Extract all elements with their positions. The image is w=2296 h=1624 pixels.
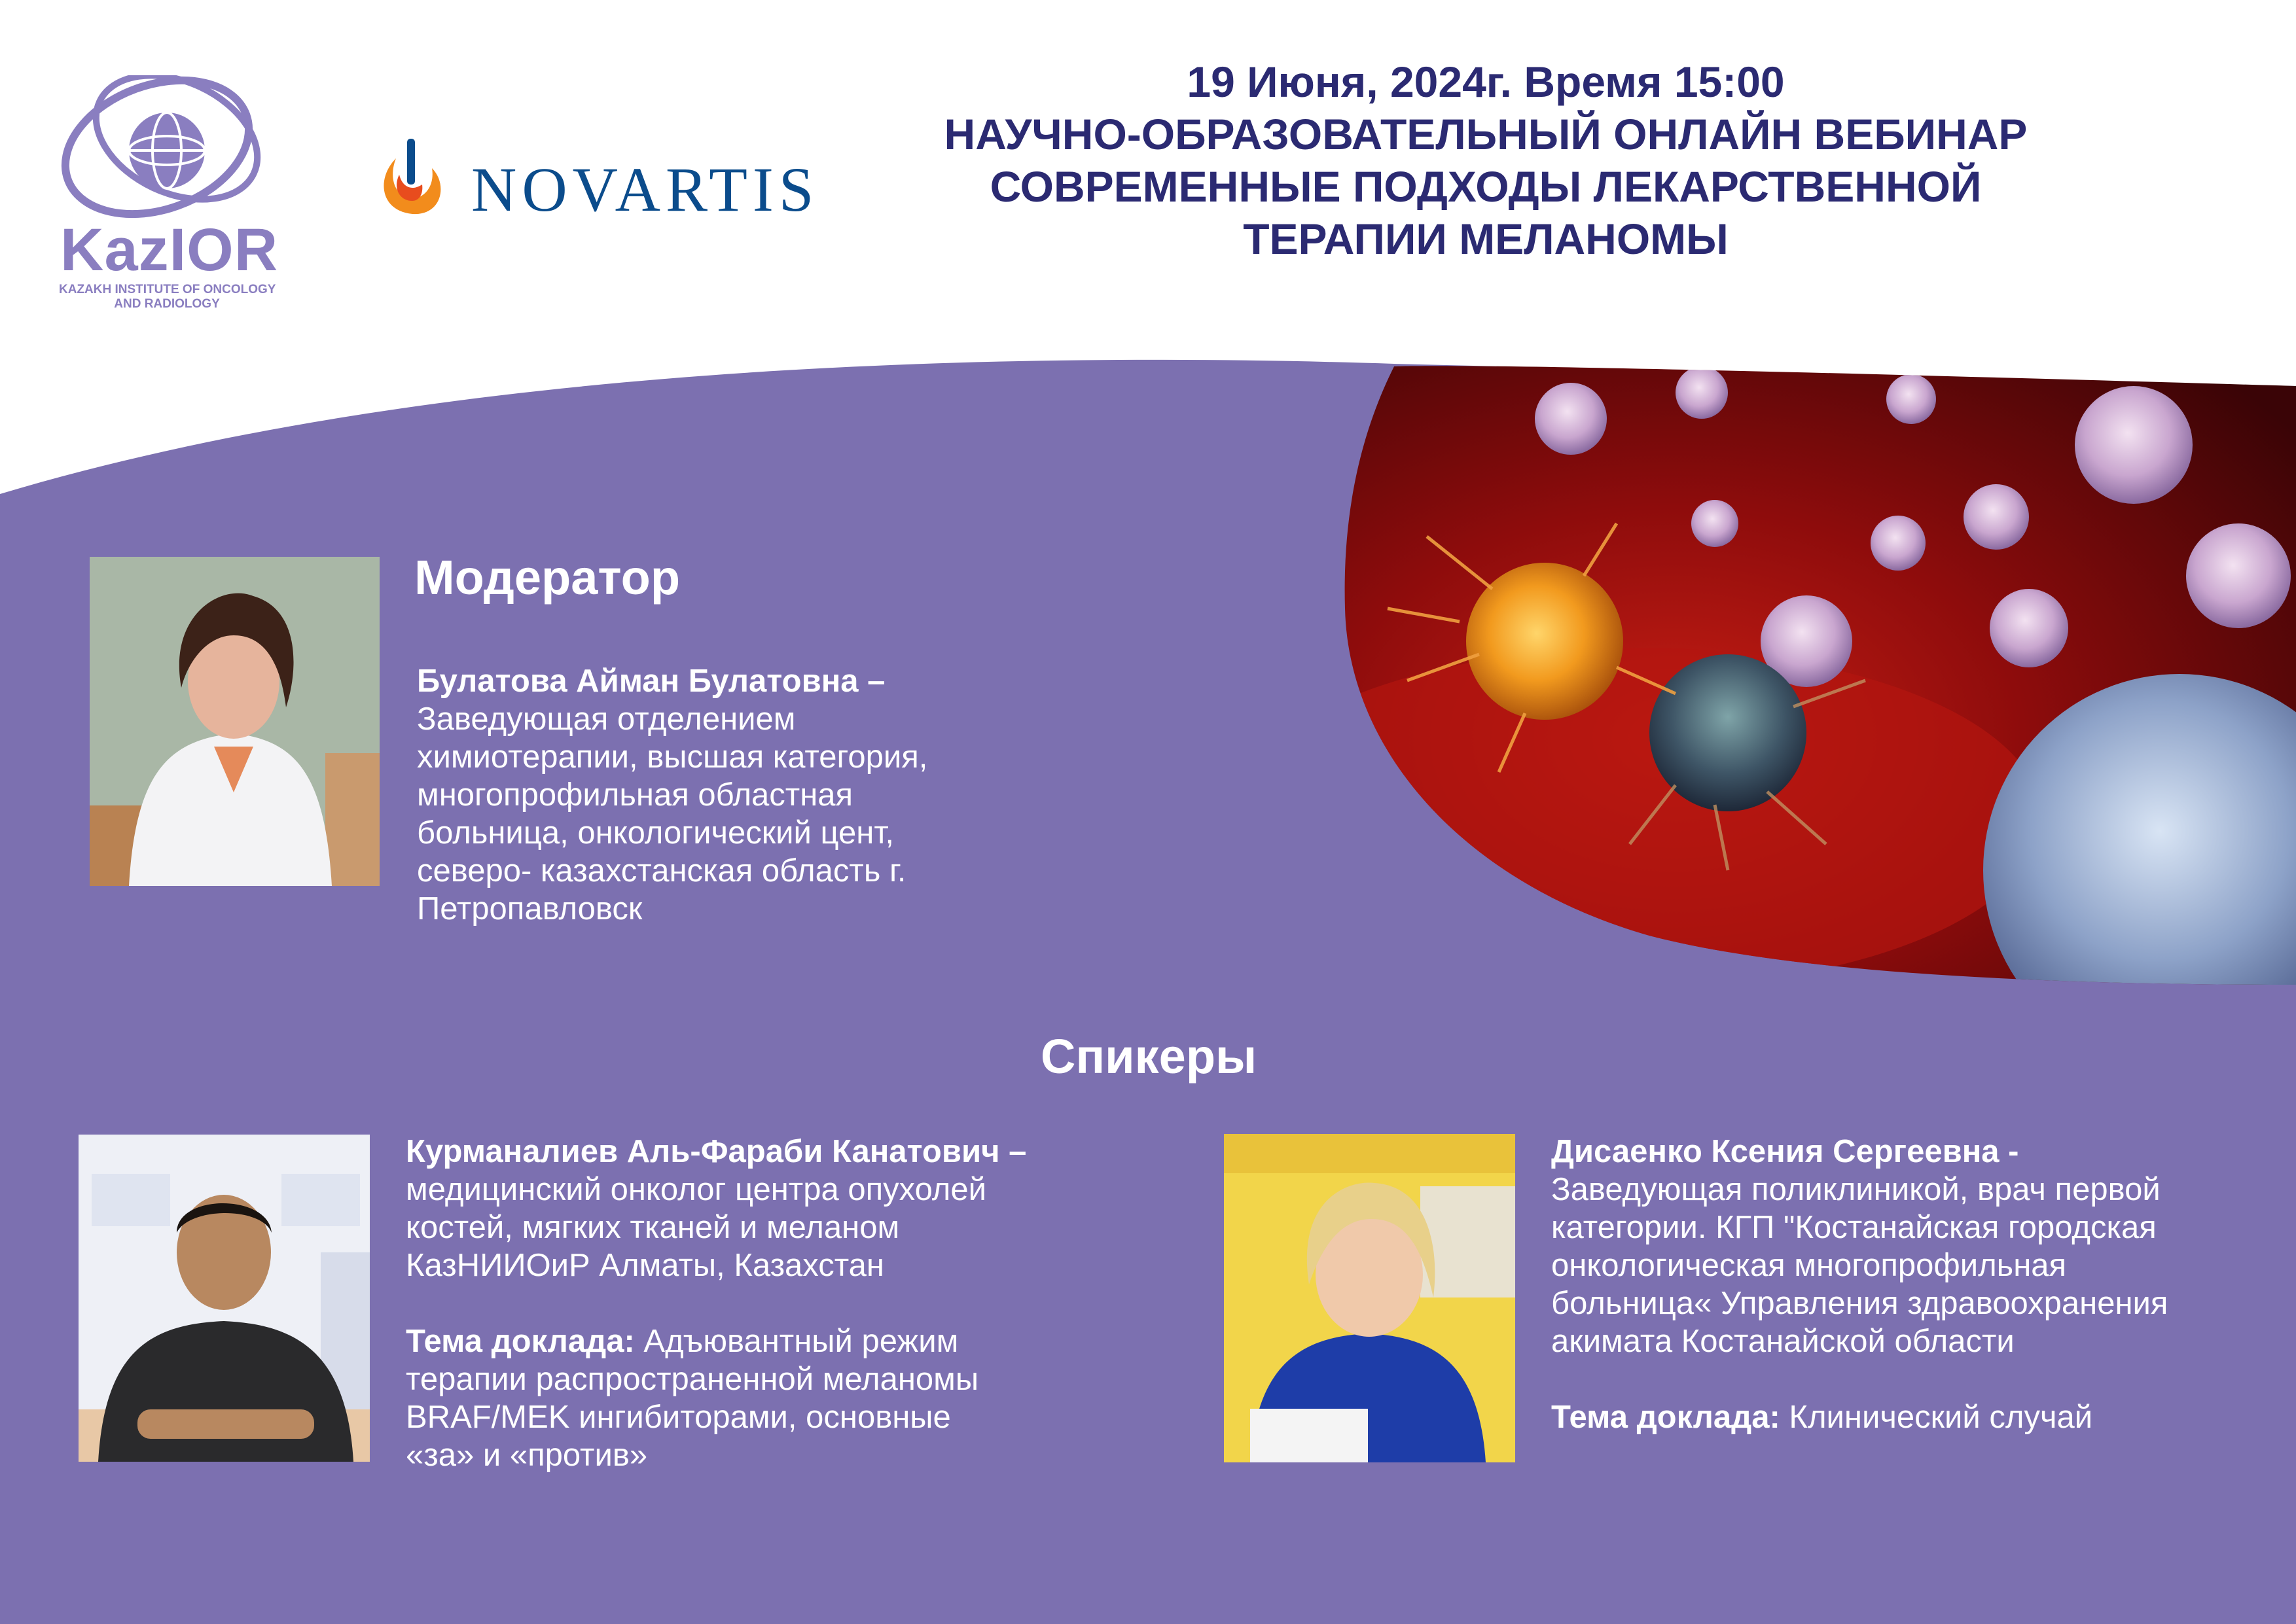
event-title-line1: НАУЧНО-ОБРАЗОВАТЕЛЬНЫЙ ОНЛАЙН ВЕБИНАР — [944, 110, 2028, 158]
speaker1-bio-line: медицинский онколог центра опухолей — [406, 1172, 986, 1207]
speaker1-topic — [406, 1322, 1026, 1360]
speaker2-bio — [1551, 1133, 2168, 1436]
moderator-bio-line: химиотерапии, высшая категория, — [417, 739, 928, 775]
moderator-title: Модератор — [414, 550, 681, 605]
speaker1-photo — [79, 1135, 370, 1462]
kazior-subtitle-line2: AND RADIOLOGY — [114, 297, 220, 311]
novartis-logo-text: NOVARTIS — [471, 154, 819, 224]
event-title-line2: СОВРЕМЕННЫЕ ПОДХОДЫ ЛЕКАРСТВЕННОЙ — [990, 162, 1982, 211]
speaker2-bio-line: категории. КГП "Костанайская городская — [1551, 1210, 2157, 1245]
event-header — [851, 56, 2121, 265]
event-datetime: 19 Июня, 2024г. Время 15:00 — [1187, 58, 1785, 106]
speaker1-topic-text: Адъювантный режим — [643, 1324, 959, 1359]
moderator-bio-line: Заведующая отделением — [417, 701, 796, 737]
speaker2-photo — [1224, 1134, 1515, 1462]
speaker1-topic-line: терапии распространенной меланомы — [406, 1362, 979, 1397]
speaker1-topic-line: «за» и «против» — [406, 1438, 648, 1473]
speaker2-topic-label: Тема доклада: — [1551, 1400, 1780, 1435]
speaker2-bio-line: Заведующая поликлиникой, врач первой — [1551, 1172, 2161, 1207]
speaker2-bio-line: больница« Управления здравоохранения — [1551, 1286, 2168, 1321]
speaker2-name: Дисаенко Ксения Сергеевна - — [1551, 1134, 2019, 1169]
moderator-bio-line: северо- казахстанская область г. — [417, 853, 906, 889]
speaker1-name: Курманалиев Аль-Фараби Канатович – — [406, 1134, 1027, 1169]
event-title-line3: ТЕРАПИИ МЕЛАНОМЫ — [1243, 215, 1729, 263]
speaker1-topic-label: Тема доклада: — [406, 1324, 635, 1359]
speaker1-bio — [406, 1133, 1026, 1474]
moderator-photo — [90, 557, 380, 886]
speakers-title: Спикеры — [1041, 1029, 1257, 1084]
kazior-subtitle-line1: KAZAKH INSTITUTE OF ONCOLOGY — [59, 283, 276, 296]
speaker1-bio-line: костей, мягких тканей и меланом — [406, 1210, 900, 1245]
flame-icon — [376, 139, 448, 217]
moderator-bio-line: Петропавловск — [417, 891, 643, 927]
moderator-bio-line: больница, онкологический цент, — [417, 815, 894, 851]
speaker1-topic-line: BRAF/MEK ингибиторами, основные — [406, 1400, 951, 1435]
moderator-bio — [417, 662, 927, 928]
speaker2-bio-line: акимата Костанайской области — [1551, 1324, 2015, 1359]
moderator-name: Булатова Айман Булатовна – — [417, 663, 886, 699]
kazior-logo-text: KazIOR — [60, 217, 279, 283]
speaker2-topic-text: Клинический случай — [1789, 1400, 2093, 1435]
speaker1-bio-line: КазНИИОиР Алматы, Казахстан — [406, 1248, 884, 1283]
moderator-bio-line: многопрофильная областная — [417, 777, 853, 813]
speaker2-bio-line: онкологическая многопрофильная — [1551, 1248, 2067, 1283]
speaker2-topic — [1551, 1398, 2168, 1436]
